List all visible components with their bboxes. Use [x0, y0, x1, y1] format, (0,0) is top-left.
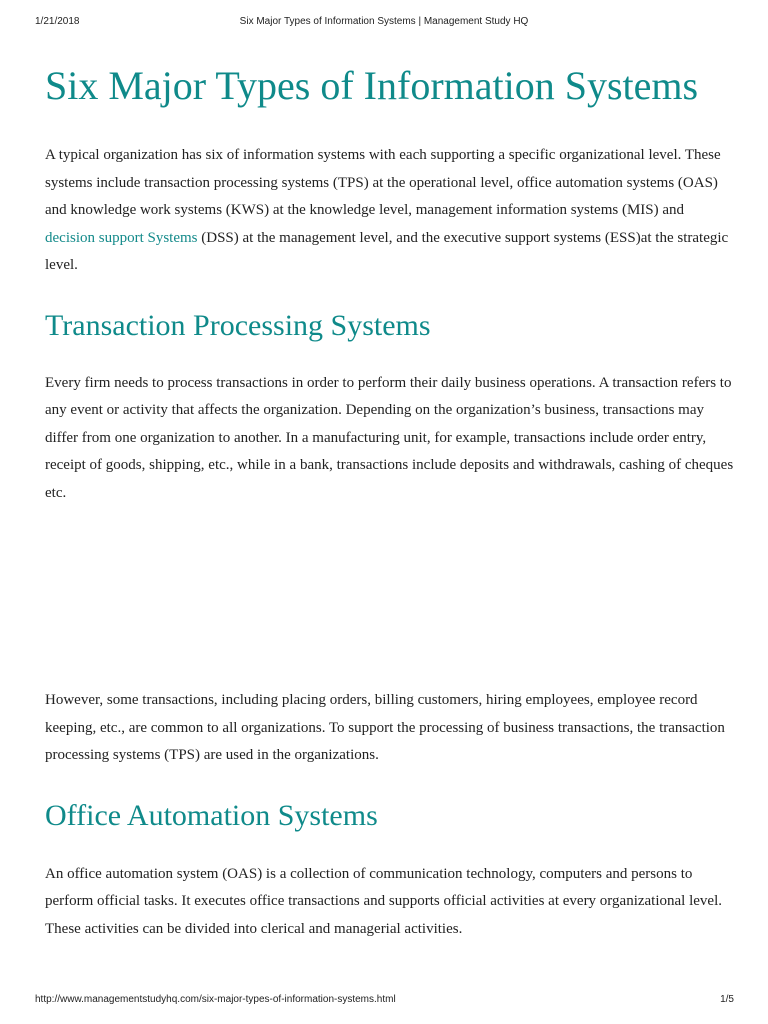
- intro-text-before-link: A typical organization has six of information systems with each supporting a specific organizational level. These systems include transaction processing systems (TPS) at the operational level, office automation systems (OAS) and knowledge work systems (KWS) at the knowledge level, management information systems (MIS) and: [45, 147, 721, 218]
- oas-paragraph-1: An office automation system (OAS) is a collection of communication technology, computers and persons to perform official tasks. It executes office transactions and supports official activities at every organizational level. These activities can be divided into clerical and managerial activities.: [45, 865, 722, 937]
- intro-text-after-link: (DSS) at the management level, and the executive support systems (ESS)at the strategic level.: [45, 229, 729, 273]
- decision-support-systems-link[interactable]: decision support Systems: [45, 229, 198, 246]
- section-heading-tps: Transaction Processing Systems: [45, 308, 431, 342]
- print-date: 1/21/2018: [35, 16, 80, 27]
- article-title: Six Major Types of Information Systems: [45, 63, 699, 108]
- print-header: [0, 16, 768, 30]
- page-number: 1/5: [720, 994, 734, 1005]
- print-page-title: Six Major Types of Information Systems | Management Study HQ: [239, 16, 529, 27]
- tps-paragraph-1: Every firm needs to process transactions in order to perform their daily business operations. A transaction refers to any event or activity that affects the organization. Depending on the organization’s business, transactions may differ from one organization to another. In a manufacturing unit, for example, transactions include order entry, receipt of goods, shipping, etc., while in a bank, transactions include deposits and withdrawals, cashing of cheques etc.: [45, 374, 734, 501]
- tps-paragraph-2: However, some transactions, including placing orders, billing customers, hiring employees, employee record keeping, etc., are common to all organizations. To support the processing of business transactions, the transaction processing systems (TPS) are used in the organizations.: [45, 692, 725, 763]
- intro-paragraph: [45, 142, 735, 280]
- page-url: http://www.managementstudyhq.com/six-major-types-of-information-systems.html: [35, 994, 396, 1005]
- article-content: [45, 64, 735, 943]
- print-footer: [0, 994, 768, 1008]
- section-heading-oas: Office Automation Systems: [45, 798, 378, 832]
